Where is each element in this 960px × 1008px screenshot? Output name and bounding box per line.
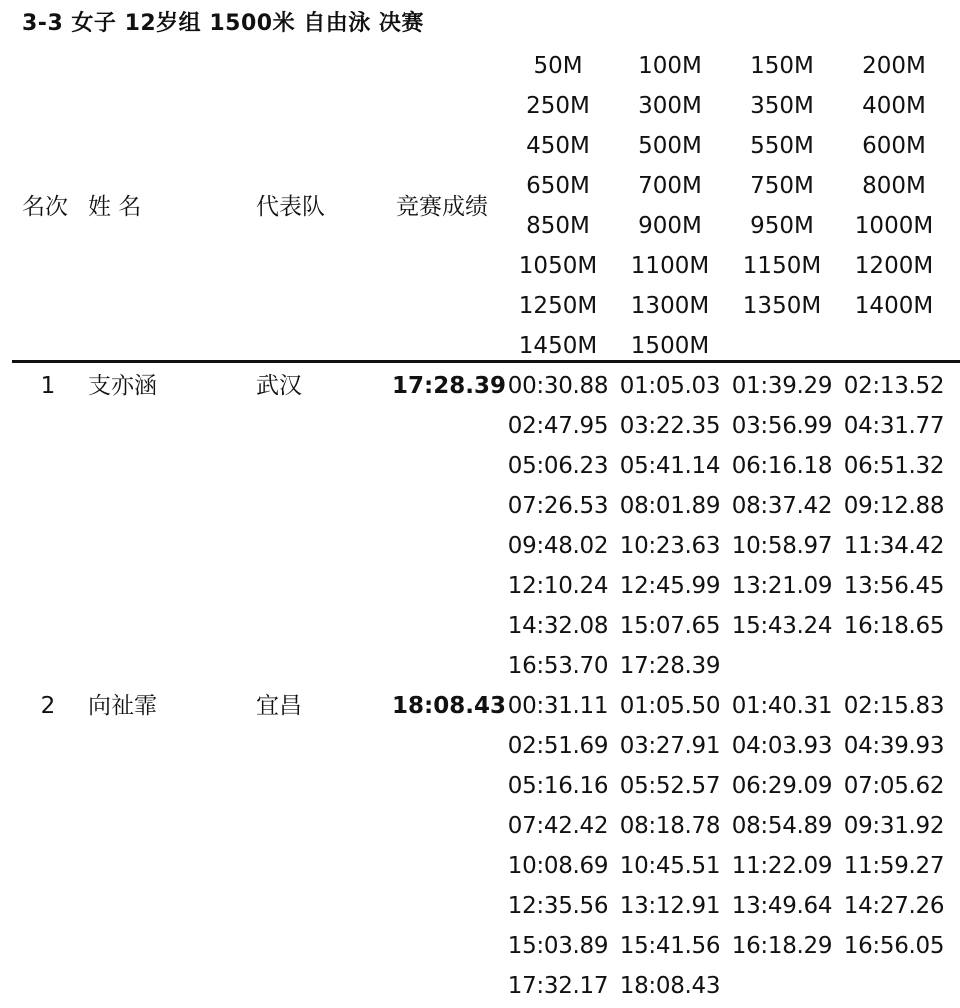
result-rank: 1	[40, 373, 56, 399]
split-time: 02:13.52	[843, 373, 945, 399]
distance-label: 950M	[750, 213, 814, 239]
distance-label: 550M	[750, 133, 814, 159]
distance-label: 1300M	[630, 293, 710, 319]
split-time: 05:06.23	[507, 453, 609, 479]
split-time: 17:32.17	[507, 973, 609, 999]
split-time: 02:15.83	[843, 693, 945, 719]
header-team: 代表队	[256, 194, 325, 220]
split-time: 08:18.78	[619, 813, 721, 839]
split-time: 01:40.31	[731, 693, 833, 719]
distance-label: 450M	[526, 133, 590, 159]
split-time: 07:05.62	[843, 773, 945, 799]
split-time: 05:16.16	[507, 773, 609, 799]
distance-label: 400M	[862, 93, 926, 119]
distance-label: 1050M	[518, 253, 598, 279]
distance-label: 150M	[750, 53, 814, 79]
split-time: 08:01.89	[619, 493, 721, 519]
split-time: 02:51.69	[507, 733, 609, 759]
split-time: 16:53.70	[507, 653, 609, 679]
split-time: 12:35.56	[507, 893, 609, 919]
split-time: 06:16.18	[731, 453, 833, 479]
split-times-grid	[502, 686, 958, 1006]
result-rank: 2	[40, 693, 56, 719]
distance-label: 100M	[638, 53, 702, 79]
split-time: 07:42.42	[507, 813, 609, 839]
split-time: 08:37.42	[731, 493, 833, 519]
distance-label: 300M	[638, 93, 702, 119]
split-time: 15:41.56	[619, 933, 721, 959]
split-time: 03:56.99	[731, 413, 833, 439]
split-time: 12:45.99	[619, 573, 721, 599]
split-time: 01:39.29	[731, 373, 833, 399]
split-time: 15:03.89	[507, 933, 609, 959]
split-time: 10:45.51	[619, 853, 721, 879]
header-divider	[12, 360, 960, 363]
distance-label: 1450M	[518, 333, 598, 359]
split-time: 16:18.65	[843, 613, 945, 639]
split-time: 05:41.14	[619, 453, 721, 479]
distance-header-grid	[502, 46, 958, 366]
split-time: 05:52.57	[619, 773, 721, 799]
split-time: 08:54.89	[731, 813, 833, 839]
event-title: 3-3 女子 12岁组 1500米 自由泳 决赛	[22, 11, 424, 36]
athlete-name: 向祉霏	[88, 693, 157, 719]
split-time: 15:43.24	[731, 613, 833, 639]
split-time: 04:39.93	[843, 733, 945, 759]
distance-label: 500M	[638, 133, 702, 159]
distance-label: 1350M	[742, 293, 822, 319]
split-time: 01:05.50	[619, 693, 721, 719]
distance-label: 1250M	[518, 293, 598, 319]
header-result: 竞赛成绩	[396, 194, 488, 220]
split-time: 00:30.88	[507, 373, 609, 399]
split-time: 10:08.69	[507, 853, 609, 879]
split-time: 13:21.09	[731, 573, 833, 599]
split-time: 06:29.09	[731, 773, 833, 799]
split-time: 11:22.09	[731, 853, 833, 879]
split-time: 16:56.05	[843, 933, 945, 959]
distance-label: 1150M	[742, 253, 822, 279]
split-time: 16:18.29	[731, 933, 833, 959]
header-rank: 名次	[22, 194, 68, 220]
split-time: 14:32.08	[507, 613, 609, 639]
distance-label: 1200M	[854, 253, 934, 279]
split-time: 12:10.24	[507, 573, 609, 599]
split-time: 09:31.92	[843, 813, 945, 839]
split-time: 10:58.97	[731, 533, 833, 559]
distance-label: 750M	[750, 173, 814, 199]
split-time: 18:08.43	[619, 973, 721, 999]
split-time: 14:27.26	[843, 893, 945, 919]
distance-label: 600M	[862, 133, 926, 159]
split-time: 13:56.45	[843, 573, 945, 599]
distance-label: 850M	[526, 213, 590, 239]
split-time: 17:28.39	[619, 653, 721, 679]
split-time: 00:31.11	[507, 693, 609, 719]
split-time: 07:26.53	[507, 493, 609, 519]
split-time: 11:59.27	[843, 853, 945, 879]
split-times-grid	[502, 366, 958, 686]
split-time: 15:07.65	[619, 613, 721, 639]
distance-label: 250M	[526, 93, 590, 119]
split-time: 06:51.32	[843, 453, 945, 479]
distance-label: 350M	[750, 93, 814, 119]
split-time: 09:48.02	[507, 533, 609, 559]
header-name: 姓 名	[88, 194, 142, 220]
distance-label: 1100M	[630, 253, 710, 279]
split-time: 09:12.88	[843, 493, 945, 519]
split-time: 04:31.77	[843, 413, 945, 439]
team-name: 宜昌	[256, 693, 302, 719]
split-time: 04:03.93	[731, 733, 833, 759]
split-time: 10:23.63	[619, 533, 721, 559]
split-time: 02:47.95	[507, 413, 609, 439]
distance-label: 800M	[862, 173, 926, 199]
split-time: 13:49.64	[731, 893, 833, 919]
distance-label: 1500M	[630, 333, 710, 359]
split-time: 03:22.35	[619, 413, 721, 439]
final-time: 18:08.43	[392, 693, 506, 719]
split-time: 13:12.91	[619, 893, 721, 919]
team-name: 武汉	[256, 373, 302, 399]
distance-label: 50M	[533, 53, 583, 79]
distance-label: 200M	[862, 53, 926, 79]
split-time: 01:05.03	[619, 373, 721, 399]
distance-label: 700M	[638, 173, 702, 199]
split-time: 03:27.91	[619, 733, 721, 759]
distance-label: 900M	[638, 213, 702, 239]
distance-label: 1400M	[854, 293, 934, 319]
distance-label: 1000M	[854, 213, 934, 239]
split-time: 11:34.42	[843, 533, 945, 559]
distance-label: 650M	[526, 173, 590, 199]
athlete-name: 支亦涵	[88, 373, 157, 399]
final-time: 17:28.39	[392, 373, 506, 399]
